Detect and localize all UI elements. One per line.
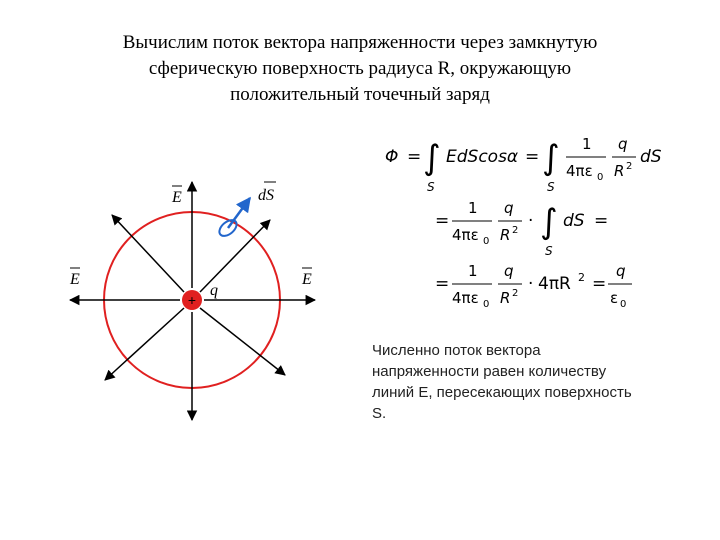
frac4-den: R (500, 226, 511, 244)
ds-normal-arrow (228, 198, 250, 228)
equals-2: = (525, 147, 540, 167)
four-pi-r: 4πR (538, 274, 571, 294)
ds-2: dS (563, 211, 585, 231)
integral-1-sub: S (427, 180, 435, 194)
frac2-num: q (618, 135, 628, 153)
frac1-den: 4πε (566, 162, 593, 180)
flux-formula (380, 125, 700, 315)
note-line-3: линий E, пересекающих поверхность (372, 384, 632, 401)
frac7-num: q (616, 262, 626, 280)
frac7-den-sub: 0 (620, 299, 627, 310)
frac5-num: 1 (468, 262, 478, 280)
field-line-down-right (200, 308, 285, 375)
integral-1: ∫ (423, 138, 441, 178)
ds-1: dS (640, 147, 662, 167)
slide-title (40, 30, 680, 108)
e-label-top: E (172, 189, 182, 206)
phi-symbol: Φ (385, 147, 399, 167)
equals-1: = (407, 147, 422, 167)
note-line-2: напряженности равен количеству (372, 363, 607, 380)
note-line-1: Численно поток вектора (372, 342, 541, 359)
four-pi-r-exp: 2 (578, 271, 585, 284)
frac2-den-exp: 2 (626, 161, 633, 172)
equals-3: = (435, 211, 450, 231)
frac3-den-sub: 0 (483, 236, 490, 247)
dot-1: · (528, 211, 534, 231)
frac6-num: q (504, 262, 514, 280)
frac5-den: 4πε (452, 289, 479, 307)
frac4-den-exp: 2 (512, 225, 519, 236)
frac5-den-sub: 0 (483, 299, 490, 310)
frac6-den: R (500, 289, 511, 307)
title-line-2: сферическую поверхность радиуса R, окружающую (148, 58, 572, 79)
field-diagram (60, 170, 330, 430)
frac6-den-exp: 2 (512, 288, 519, 299)
frac3-den: 4πε (452, 226, 479, 244)
integrand-1: EdScosα (446, 147, 519, 167)
integral-2-sub: S (547, 180, 555, 194)
dot-2: · (528, 274, 534, 294)
ds-label: dS (258, 187, 274, 204)
note-line-4: S. (372, 405, 387, 422)
frac7-den: ε (610, 289, 619, 307)
field-line-up-left (112, 215, 184, 292)
frac4-num: q (504, 199, 514, 217)
frac1-num: 1 (582, 135, 592, 153)
title-line-3: положительный точечный заряд (230, 84, 490, 105)
equals-6: = (592, 274, 607, 294)
integral-3-sub: S (545, 244, 553, 258)
e-label-right: E (302, 271, 312, 288)
title-line-1: Вычислим поток вектора напряженности через замкнутую (122, 32, 598, 53)
charge-label: q (210, 282, 218, 299)
integral-3: ∫ (540, 202, 558, 242)
e-label-left: E (70, 271, 80, 288)
frac1-den-sub: 0 (597, 172, 604, 183)
frac3-num: 1 (468, 199, 478, 217)
charge-sign: + (187, 292, 197, 308)
equals-4: = (594, 211, 609, 231)
equals-5: = (435, 274, 450, 294)
integral-2: ∫ (542, 138, 560, 178)
flux-note (372, 340, 692, 424)
frac2-den: R (614, 162, 625, 180)
